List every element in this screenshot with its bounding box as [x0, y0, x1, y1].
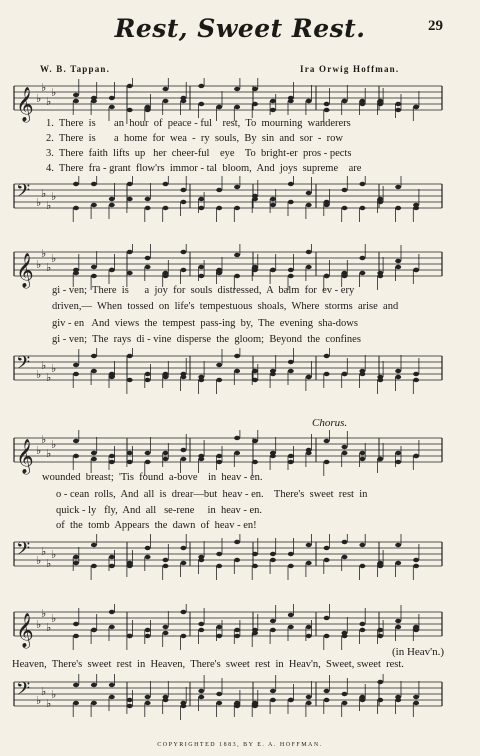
svg-text:𝄞: 𝄞 [16, 253, 34, 288]
copyright-notice: COPYRIGHTED 1883, BY E. A. HOFFMAN. [157, 742, 323, 748]
svg-text:♭: ♭ [41, 81, 47, 94]
svg-text:♭: ♭ [51, 612, 57, 625]
bass-staff-system-4 [0, 674, 480, 724]
svg-text:𝄢: 𝄢 [16, 539, 31, 564]
svg-text:♭: ♭ [51, 438, 57, 451]
lyricist-credit: W. B. Tappan. [40, 64, 111, 74]
page-number: 29 [428, 18, 443, 34]
svg-text:♭: ♭ [51, 362, 57, 375]
svg-text:♭: ♭ [46, 697, 52, 710]
lyric-line: 1. There is an hour of peace - ful rest, To mourning wanderers [46, 118, 351, 129]
svg-text:♭: ♭ [41, 607, 47, 620]
svg-text:♭: ♭ [46, 621, 52, 634]
composer-credit: Ira Orwig Hoffman. [300, 64, 400, 74]
svg-text:♭: ♭ [41, 247, 47, 260]
lyric-line: gi - ven; The rays di - vine disperse the gloom; Beyond the confines [52, 334, 361, 345]
svg-text:♭: ♭ [41, 359, 47, 372]
svg-text:♭: ♭ [46, 95, 52, 108]
svg-text:𝄞: 𝄞 [16, 439, 34, 474]
bass-staff-system-2 [0, 348, 480, 398]
svg-text:♭: ♭ [36, 618, 42, 631]
svg-text:♭: ♭ [51, 190, 57, 203]
alternate-lyric: (in Heav'n.) [392, 646, 445, 658]
svg-text:♭: ♭ [41, 187, 47, 200]
lyric-line: wounded breast; 'Tis found a-bove in heav - en. [42, 472, 263, 483]
svg-text:♭: ♭ [46, 199, 52, 212]
lyric-line: 2. There is a home for wea - ry souls, By sin and sor - row [46, 133, 343, 144]
svg-text:𝄢: 𝄢 [16, 353, 31, 378]
lyric-line: 4. There fra - grant flow'rs immor - tal bloom, And joys supreme are [46, 163, 362, 174]
svg-text:♭: ♭ [41, 433, 47, 446]
svg-text:𝄢: 𝄢 [16, 679, 31, 704]
svg-text:𝄞: 𝄞 [16, 613, 34, 648]
lyric-line: gi - ven; There is a joy for souls distressed, A balm for ev - ery [52, 285, 355, 296]
svg-text:♭: ♭ [46, 371, 52, 384]
lyric-line: of the tomb Appears the dawn of heav - en! [56, 520, 257, 531]
chorus-label: Chorus. [312, 417, 348, 429]
svg-text:♭: ♭ [51, 86, 57, 99]
svg-text:♭: ♭ [51, 688, 57, 701]
svg-text:♭: ♭ [46, 557, 52, 570]
svg-text:𝄢: 𝄢 [16, 181, 31, 206]
lyric-line: 3. There faith lifts up her cheer-ful eye To bright-er pros - pects [46, 148, 352, 159]
svg-text:𝄞: 𝄞 [16, 87, 34, 122]
svg-text:♭: ♭ [41, 685, 47, 698]
svg-text:♭: ♭ [36, 258, 42, 271]
svg-text:♭: ♭ [46, 447, 52, 460]
svg-text:♭: ♭ [36, 554, 42, 567]
svg-text:♭: ♭ [36, 694, 42, 707]
svg-text:♭: ♭ [36, 196, 42, 209]
svg-text:♭: ♭ [36, 368, 42, 381]
lyric-line: driven,— When tossed on life's tempestuous shoals, Where storms arise and [52, 301, 399, 312]
lyric-line: quick - ly fly, And all se-rene in heav - en. [56, 505, 263, 516]
lyric-line: Heaven, There's sweet rest in Heaven, There's sweet rest in Heav'n, Sweet, sweet rest. [12, 659, 404, 670]
svg-text:♭: ♭ [36, 444, 42, 457]
bass-staff-system-3 [0, 534, 480, 584]
svg-text:♭: ♭ [51, 548, 57, 561]
bass-staff-system-1 [0, 176, 480, 226]
hymn-title: Rest, Sweet Rest. [114, 14, 366, 43]
lyric-line: giv - en And views the tempest pass-ing by, The evening sha-dows [52, 318, 358, 329]
lyric-line: o - cean rolls, And all is drear—but heav - en. There's sweet rest in [56, 489, 368, 500]
svg-text:♭: ♭ [41, 545, 47, 558]
svg-text:♭: ♭ [51, 252, 57, 265]
svg-text:♭: ♭ [46, 261, 52, 274]
svg-text:♭: ♭ [36, 92, 42, 105]
